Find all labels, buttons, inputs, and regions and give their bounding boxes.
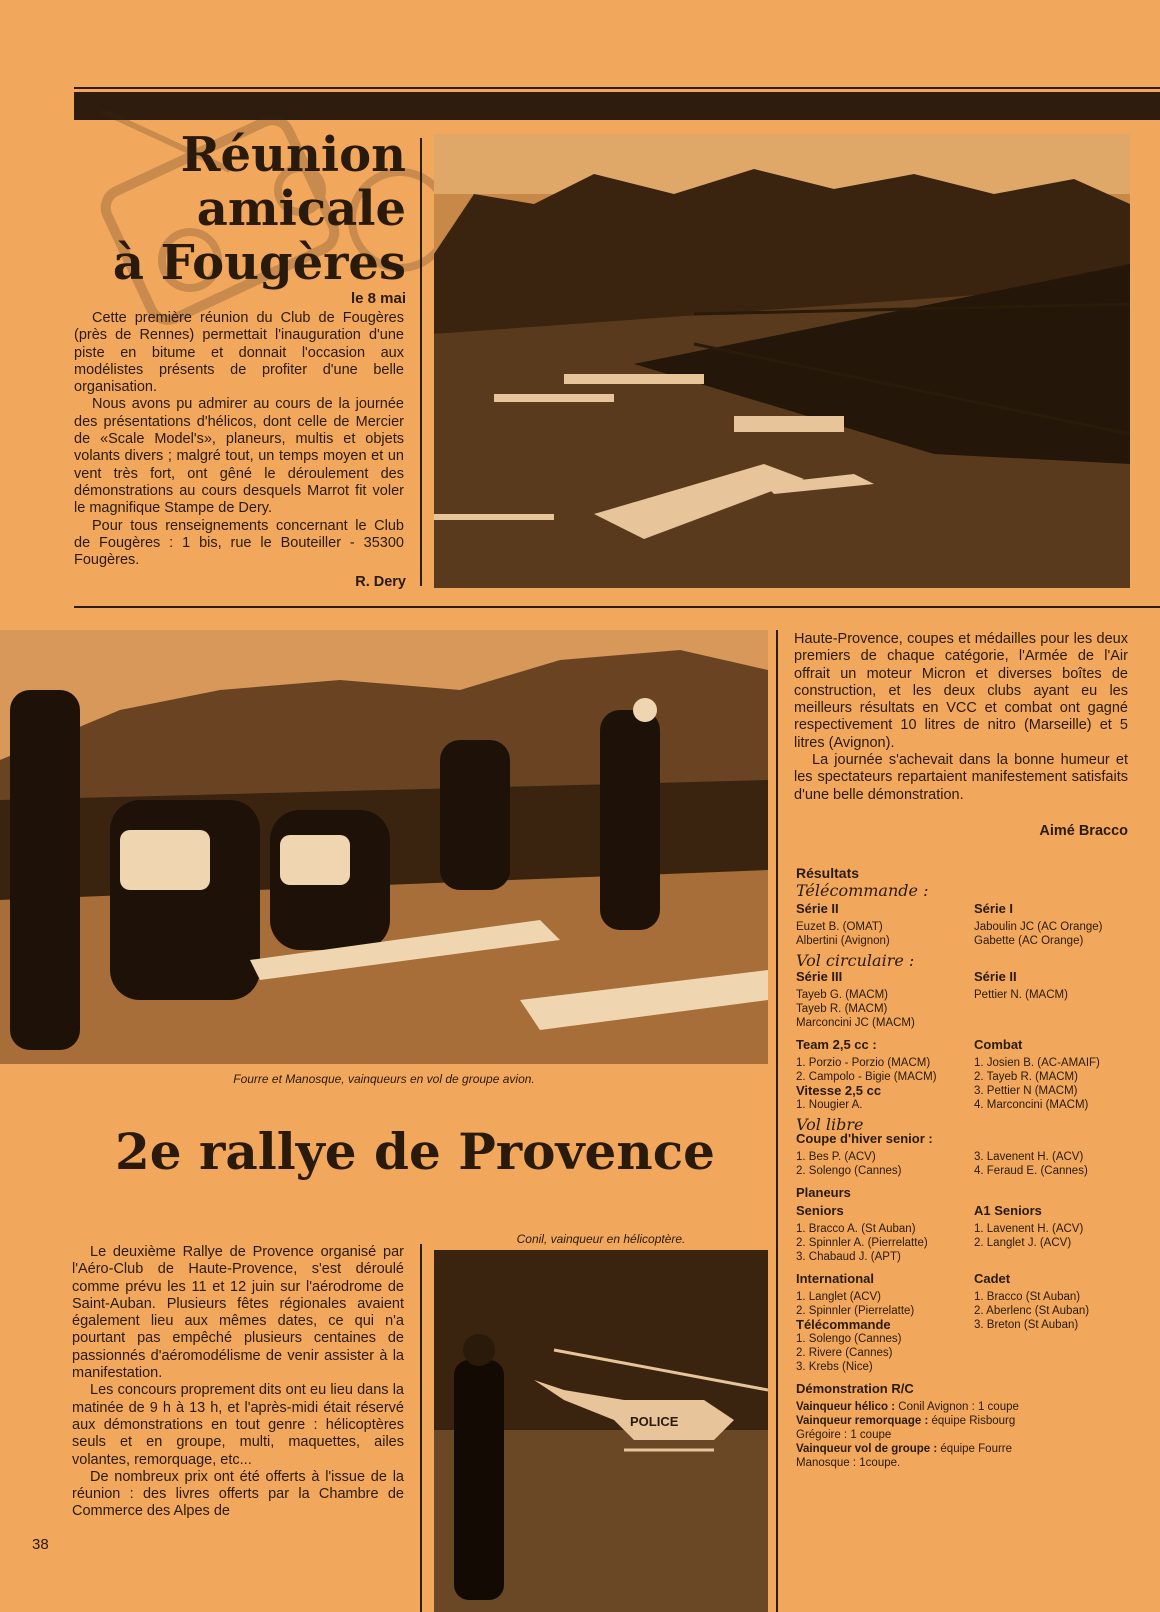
- article-signature: Aimé Bracco: [1039, 823, 1128, 839]
- results-entry: 2. Spinnler (Pierrelatte): [796, 1305, 915, 1317]
- results-entry: 1. Lavenent H. (ACV): [974, 1223, 1084, 1235]
- results-category: Vol circulaire :: [796, 951, 915, 970]
- results-entry: 2. Aberlenc (St Auban): [974, 1305, 1090, 1317]
- results-subheading: Planeurs: [796, 1185, 851, 1200]
- results-entry: 1. Solengo (Cannes): [796, 1333, 902, 1345]
- results-subheading: International: [796, 1271, 875, 1286]
- results-subheading: Vitesse 2,5 cc: [796, 1083, 882, 1098]
- results-entry: Tayeb R. (MACM): [796, 1003, 888, 1015]
- results-entry: 2. Campolo - Bigie (MACM): [796, 1071, 937, 1083]
- column-divider: [776, 630, 778, 1612]
- results-entry: [796, 1442, 1130, 1456]
- section-rule: [74, 606, 1160, 608]
- helicopter-photo: [434, 1250, 768, 1612]
- results-entry: 2. Spinnler A. (Pierrelatte): [796, 1237, 928, 1249]
- results-entry: Albertini (Avignon): [796, 935, 890, 947]
- airfield-photo: [434, 134, 1130, 588]
- results-entry: Tayeb G. (MACM): [796, 989, 889, 1001]
- article-body: [72, 1244, 404, 1521]
- results-entry: 2. Rivere (Cannes): [796, 1347, 893, 1359]
- paragraph: Pour tous renseignements concernant le Club de Fougères : 1 bis, rue le Bouteiller - 35300 Fougères.: [74, 517, 404, 569]
- results-entry: 4. Marconcini (MACM): [974, 1099, 1089, 1111]
- results-entry: 1. Nougier A.: [796, 1099, 863, 1111]
- article-title: 2e rallye de Provence: [115, 1122, 715, 1181]
- title-line: à Fougères: [112, 235, 406, 291]
- paragraph: Nous avons pu admirer au cours de la journée des présentations d'hélicos, dont celle de Mercier de «Scale Model's», planeurs, multis et objets volants divers ; malgré tout, un temps moyen et un vent très fort, ont gêné le déroulement des démonstrations au cours desquels Marrot fit voler le magnifique Stampe de Dery.: [74, 396, 404, 517]
- results-entry: 1. Langlet (ACV): [796, 1291, 882, 1303]
- column-divider: [420, 1244, 422, 1612]
- results-category: Télécommande :: [796, 881, 929, 900]
- paragraph: Cette première réunion du Club de Fougères (près de Rennes) permettait l'inauguration d'une piste en bitume et donnait l'occasion aux modélistes présents de profiter d'une belle organisation.: [74, 310, 404, 396]
- results-entry: Gabette (AC Orange): [974, 935, 1084, 947]
- helicopter-label: POLICE: [630, 1414, 679, 1429]
- entry-text: équipe Risbourg: [928, 1415, 1016, 1427]
- article-body: [794, 631, 1128, 804]
- results-entry: Euzet B. (OMAT): [796, 921, 883, 933]
- paragraph: De nombreux prix ont été offerts à l'issue de la réunion : des livres offerts par la Chambre de Commerce des Alpes de: [72, 1468, 404, 1520]
- paragraph: La journée s'achevait dans la bonne humeur et les spectateurs repartaient manifestement satisfaits d'une belle démonstration.: [794, 752, 1128, 803]
- article-body: [74, 310, 404, 569]
- results-entry: [796, 1428, 1130, 1442]
- results-entry: 3. Lavenent H. (ACV): [974, 1151, 1084, 1163]
- results-subheading: Team 2,5 cc :: [796, 1037, 877, 1052]
- results-subheading: Série I: [974, 901, 1014, 916]
- entry-label: Vainqueur remorquage :: [796, 1415, 929, 1427]
- results-subheading: A1 Seniors: [974, 1203, 1042, 1218]
- title-line: Réunion: [180, 127, 406, 183]
- results-entry: 3. Breton (St Auban): [974, 1319, 1079, 1331]
- results-entry: 1. Bracco (St Auban): [974, 1291, 1081, 1303]
- entry-text: Grégoire : 1 coupe: [796, 1429, 892, 1441]
- results-entry: 4. Feraud E. (Cannes): [974, 1165, 1088, 1177]
- results-entry: 3. Krebs (Nice): [796, 1361, 873, 1373]
- results-subheading: Cadet: [974, 1271, 1011, 1286]
- results-entry: 1. Bes P. (ACV): [796, 1151, 876, 1163]
- title-line: amicale: [196, 181, 406, 237]
- entry-label: Vainqueur hélico :: [796, 1401, 896, 1413]
- paragraph: Le deuxième Rallye de Provence organisé par l'Aéro-Club de Haute-Provence, s'est déroulé comme prévu les 11 et 12 juin sur l'aérodrome de Saint-Auban. Plusieurs fêtes régionales avaient également lieu aux mêmes dates, ce qui n'a pourtant pas empêché plusieurs centaines de passionnés d'aéromodélisme de venir assister à la manifestation.: [72, 1244, 404, 1382]
- results-subheading: Télécommande: [796, 1317, 891, 1332]
- article-date: le 8 mai: [350, 290, 406, 307]
- results-entry: 1. Josien B. (AC-AMAIF): [974, 1057, 1100, 1069]
- group-photo: [0, 630, 768, 1064]
- results-entry: 1. Bracco A. (St Auban): [796, 1223, 916, 1235]
- photo-caption: Fourre et Manosque, vainqueurs en vol de groupe avion.: [233, 1072, 535, 1086]
- results-subheading: Combat: [974, 1037, 1023, 1052]
- article-signature: R. Dery: [355, 574, 406, 590]
- article-title: [70, 128, 406, 290]
- top-rule: [74, 87, 1160, 89]
- results-entry: Jaboulin JC (AC Orange): [974, 921, 1103, 933]
- results-entry: Pettier N. (MACM): [974, 989, 1068, 1001]
- results-panel: [796, 866, 1130, 1470]
- paragraph: Les concours proprement dits ont eu lieu dans la matinée de 9 h à 13 h, et l'après-midi était réservé aux démonstrations en tout genre : hélicoptères seuls et en groupe, multi, maquettes, ailes volantes, remorquage, etc...: [72, 1382, 404, 1468]
- column-divider: [420, 138, 422, 586]
- entry-text: Conil Avignon : 1 coupe: [895, 1401, 1019, 1413]
- entry-text: Manosque : 1coupe.: [796, 1457, 901, 1469]
- results-entry: 3. Chabaud J. (APT): [796, 1251, 901, 1263]
- results-entry: 2. Tayeb R. (MACM): [974, 1071, 1078, 1083]
- results-entry: 2. Langlet J. (ACV): [974, 1237, 1072, 1249]
- entry-label: Vainqueur vol de groupe :: [796, 1443, 938, 1455]
- results-entry: 2. Solengo (Cannes): [796, 1165, 902, 1177]
- results-heading: Résultats: [796, 865, 860, 881]
- results-subheading: Coupe d'hiver senior :: [796, 1131, 933, 1146]
- results-entry: [796, 1456, 1130, 1470]
- results-entry: [796, 1400, 1130, 1414]
- results-category: Vol libre: [796, 1115, 864, 1134]
- results-entry: [796, 1414, 1130, 1428]
- photo-caption: Conil, vainqueur en hélicoptère.: [516, 1232, 686, 1246]
- paragraph: Haute-Provence, coupes et médailles pour les deux premiers de chaque catégorie, l'Armée de l'Air offrait un moteur Micron et diverses boîtes de construction, et les deux clubs ayant eu les meilleurs résultats en VCC et combat ont gagné respectivement 10 litres de nitro (Marseille) et 5 litres (Avignon).: [794, 631, 1128, 751]
- results-subheading: Série II: [796, 901, 839, 916]
- results-entry: Marconcini JC (MACM): [796, 1017, 915, 1029]
- results-subheading: Série II: [974, 969, 1017, 984]
- results-subheading: Seniors: [796, 1203, 844, 1218]
- entry-text: équipe Fourre: [937, 1443, 1013, 1455]
- page-number: 38: [32, 1536, 49, 1553]
- results-subheading: Démonstration R/C: [796, 1381, 914, 1396]
- results-entry: 3. Pettier N (MACM): [974, 1085, 1078, 1097]
- results-entry: 1. Porzio - Porzio (MACM): [796, 1057, 931, 1069]
- results-subheading: Série III: [796, 969, 843, 984]
